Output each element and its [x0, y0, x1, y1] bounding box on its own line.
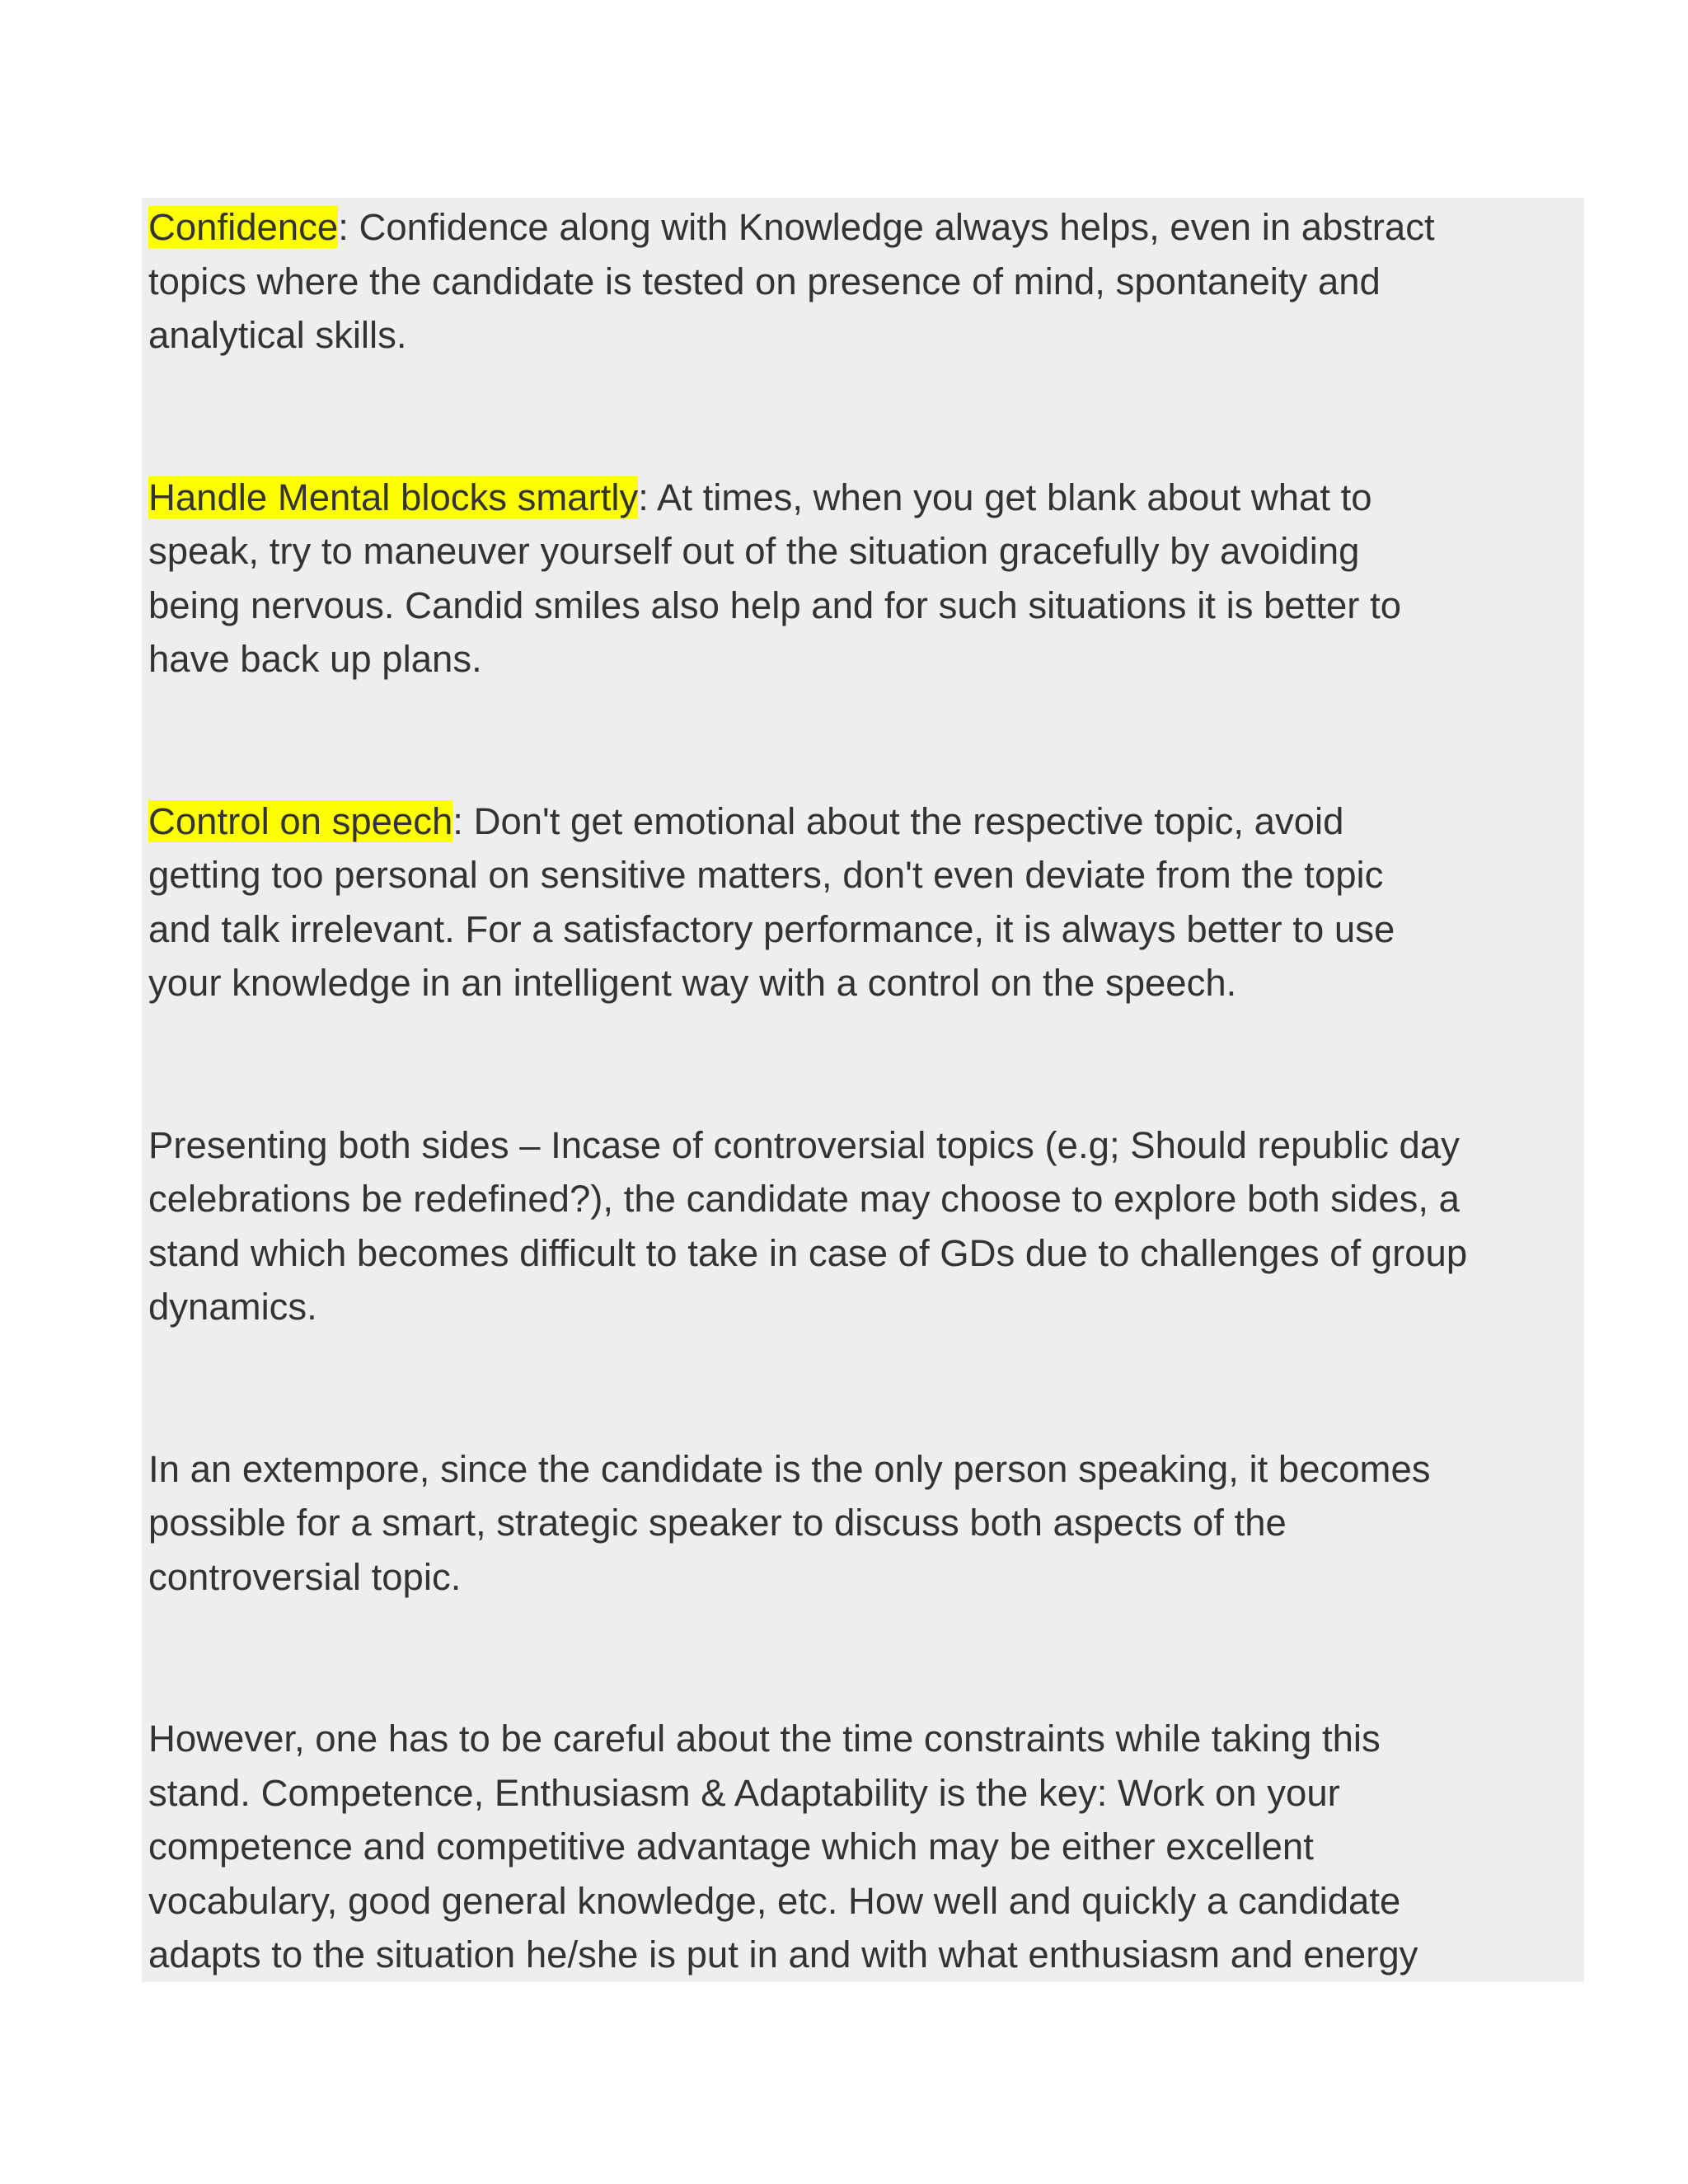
text-line: being nervous. Candid smiles also help and for such situations it is better to [148, 583, 1402, 626]
line-text: : Don't get emotional about the respective topic, avoid [452, 799, 1344, 842]
text-line [148, 200, 1584, 255]
highlighted-heading: Confidence [148, 206, 339, 248]
line-text: : Confidence along with Knowledge always helps, even in abstract [338, 206, 1435, 248]
text-line: In an extempore, since the candidate is the only person speaking, it becomes [148, 1447, 1431, 1490]
paragraph-control-on-speech [148, 794, 1584, 1010]
text-line [148, 794, 1584, 849]
paragraph-extempore [148, 1442, 1584, 1605]
text-line: topics where the candidate is tested on presence of mind, spontaneity and [148, 260, 1381, 302]
text-line: and talk irrelevant. For a satisfactory performance, it is always better to use [148, 907, 1395, 950]
text-line: speak, try to maneuver yourself out of the situation gracefully by avoiding [148, 530, 1360, 572]
text-line: have back up plans. [148, 638, 482, 680]
text-line: vocabulary, good general knowledge, etc. How well and quickly a candidate [148, 1879, 1401, 1922]
text-line: possible for a smart, strategic speaker to discuss both aspects of the [148, 1502, 1287, 1544]
text-line: your knowledge in an intelligent way with a control on the speech. [148, 962, 1237, 1004]
text-line: stand. Competence, Enthusiasm & Adaptability is the key: Work on your [148, 1771, 1340, 1814]
paragraph-mental-blocks [148, 471, 1584, 687]
paragraph-presenting-both-sides [148, 1118, 1584, 1334]
text-line: celebrations be redefined?), the candidate may choose to explore both sides, a [148, 1178, 1460, 1220]
highlighted-heading: Control on speech [148, 799, 453, 842]
line-text: : At times, when you get blank about what to [638, 476, 1372, 518]
text-line: adapts to the situation he/she is put in and with what enthusiasm and energy [148, 1933, 1418, 1975]
text-line: analytical skills. [148, 314, 407, 356]
text-line: competence and competitive advantage which may be either excellent [148, 1825, 1314, 1868]
paragraph-however [148, 1712, 1584, 1982]
highlighted-heading: Handle Mental blocks smartly [148, 476, 639, 518]
document-body [148, 200, 1584, 2090]
paragraph-confidence [148, 200, 1584, 363]
text-line: stand which becomes difficult to take in case of GDs due to challenges of group [148, 1231, 1468, 1274]
text-line: Presenting both sides – Incase of controversial topics (e.g; Should republic day [148, 1123, 1460, 1166]
text-line: controversial topic. [148, 1555, 462, 1598]
text-line: dynamics. [148, 1286, 317, 1328]
text-line [148, 471, 1584, 525]
text-line: getting too personal on sensitive matters, don't even deviate from the topic [148, 854, 1384, 896]
text-line: However, one has to be careful about the time constraints while taking this [148, 1718, 1381, 1760]
